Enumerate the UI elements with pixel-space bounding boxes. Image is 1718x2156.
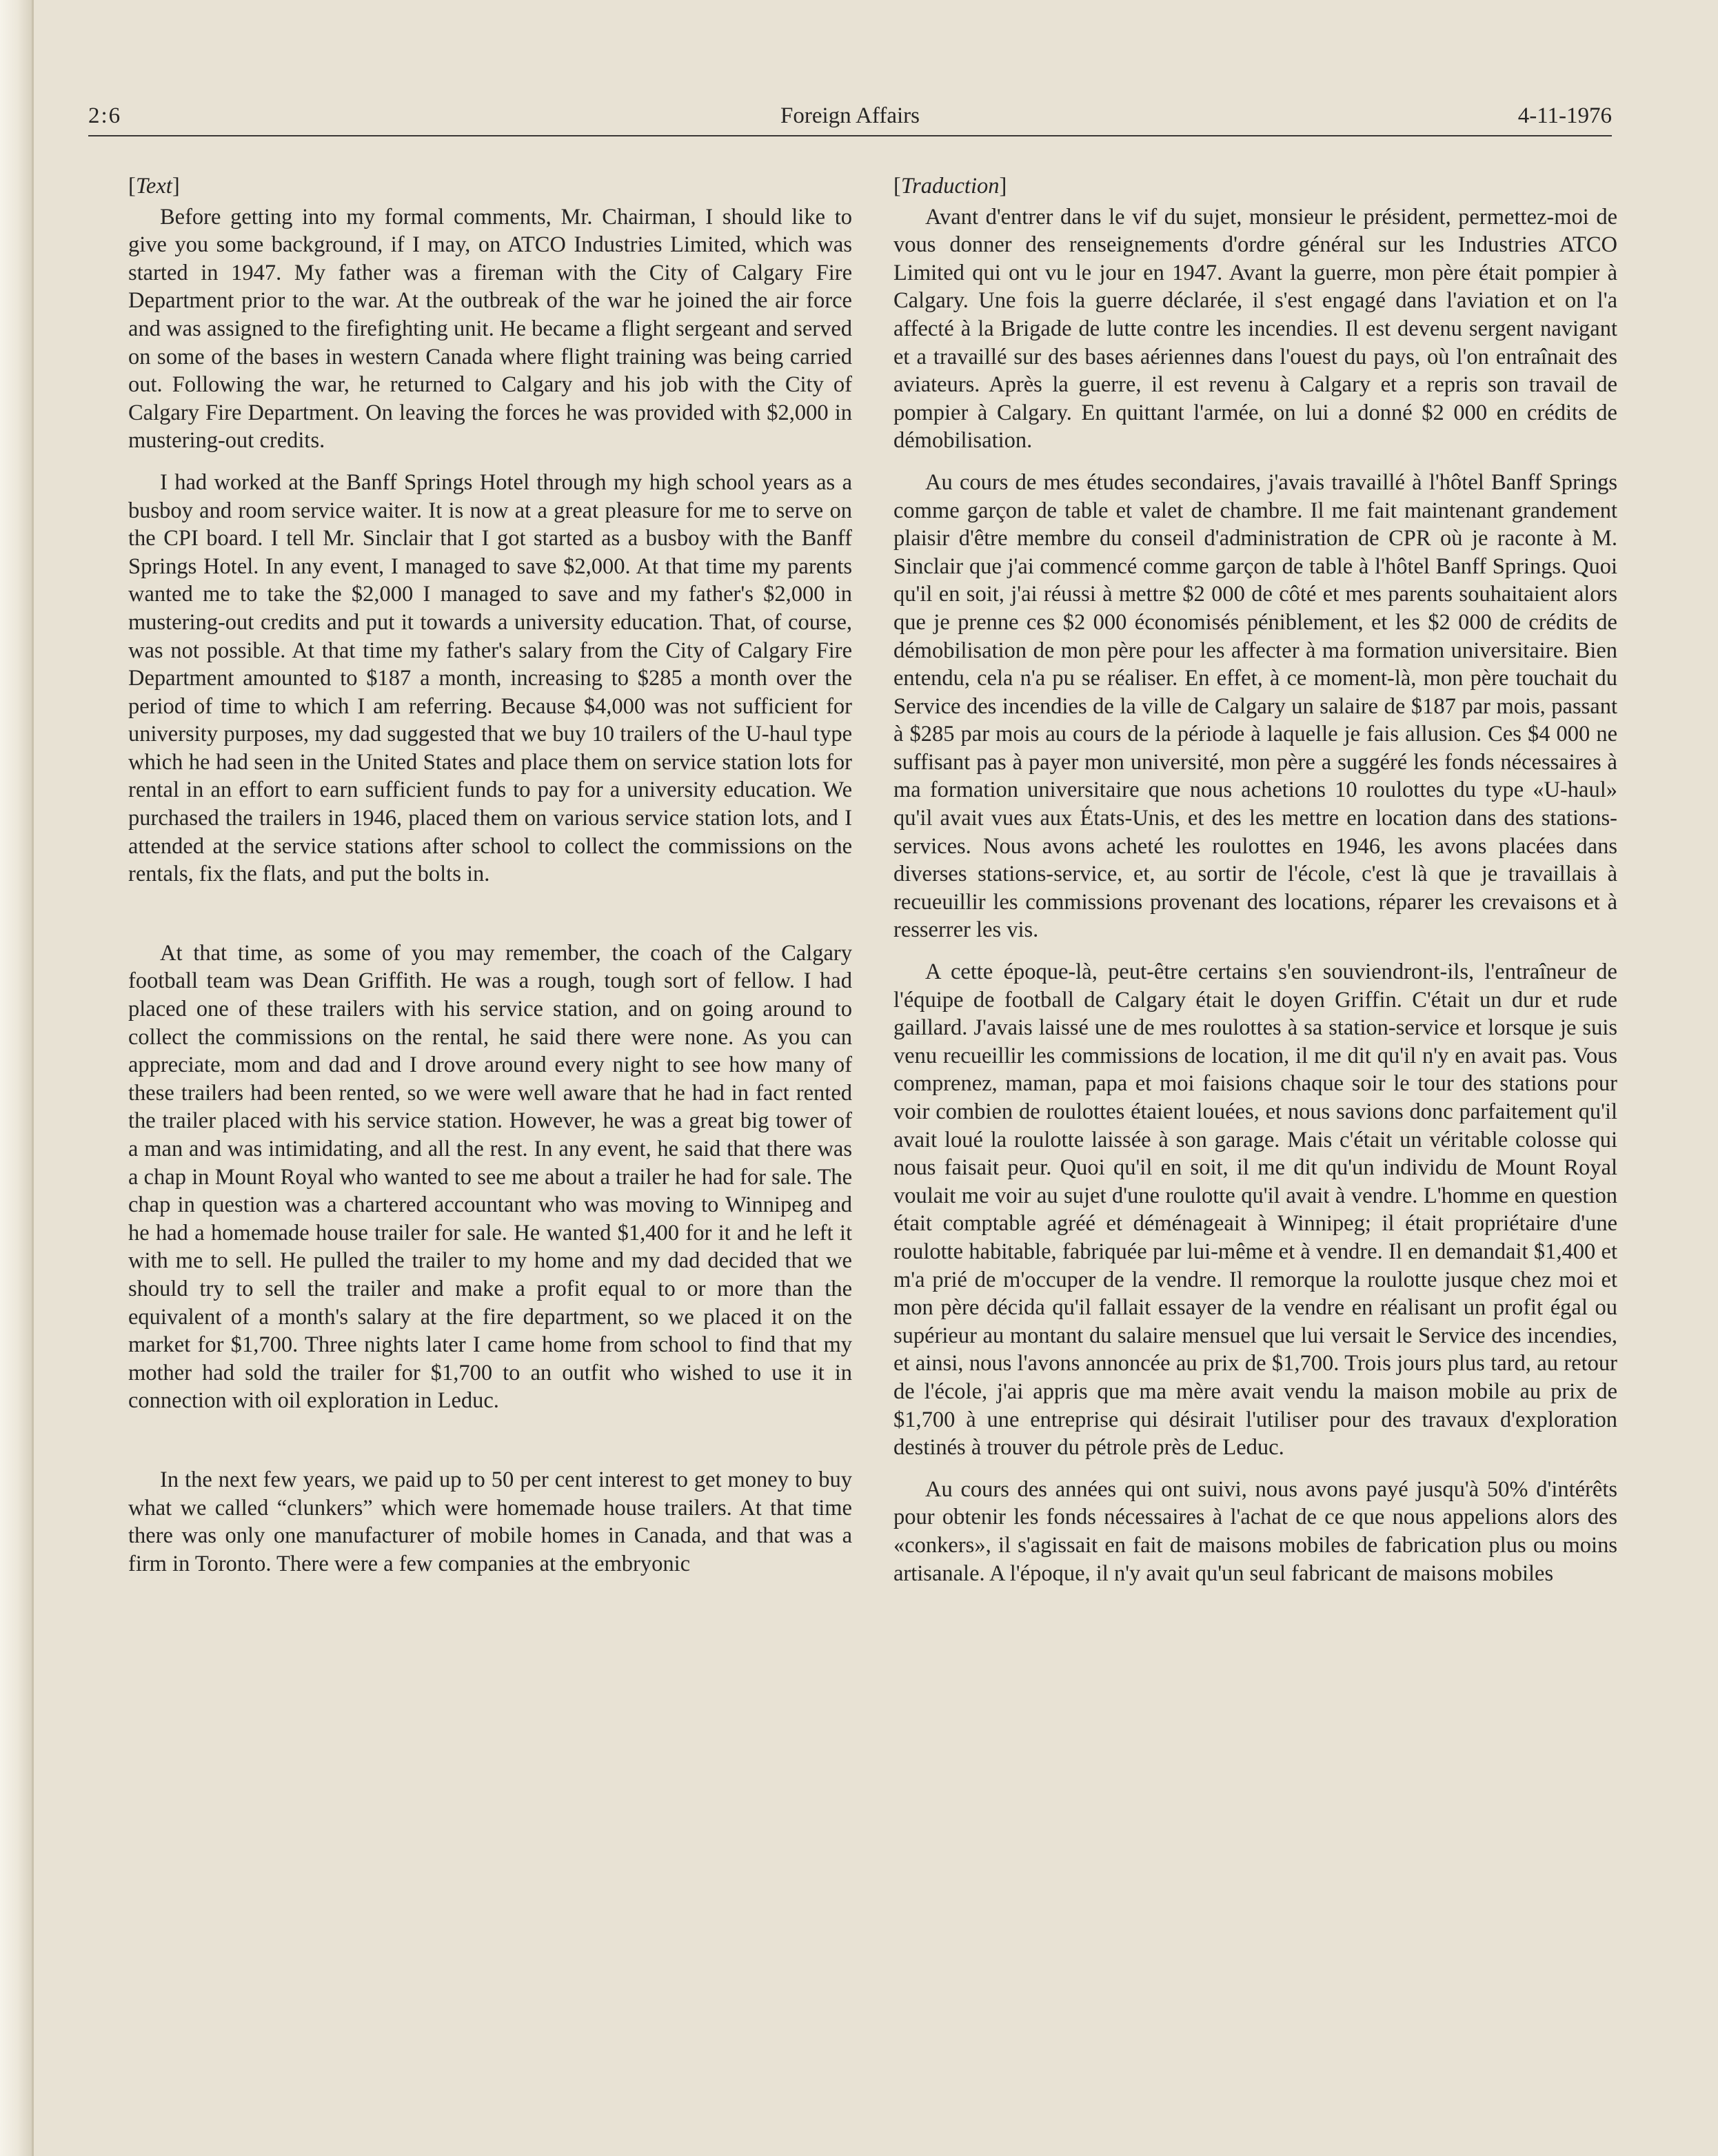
english-paragraph-1: Before getting into my formal comments, Mr. Chairman, I should like to give you some background, if I may, on ATCO Industries Limited, which was started in 1947. My father was a fireman with the City of Calgary Fire Department prior to the war. At the outbreak of the war he joined the air force and was assigned to the firefighting unit. He became a flight sergeant and served on some of the bases in western Canada where flight training was being carried out. Following the war, he returned to Calgary and his job with the City of Calgary Fire Department. On leaving the forces he was provided with $2,000 in mustering-out credits.: [128, 204, 852, 454]
english-paragraph-2: I had worked at the Banff Springs Hotel through my high school years as a busboy and room service waiter. It is now at a great pleasure for me to serve on the CPI board. I tell Mr. Sinclair that I got started as a busboy with the Banff Springs Hotel. In any event, I managed to save $2,000. At that time my parents wanted me to take the $2,000 I managed to save and my father's $2,000 in mustering-out credits and put it towards a university education. That, of course, was not possible. At that time my father's salary from the City of Calgary Fire Department amounted to $187 a month, increasing to $285 a month over the period of time to which I am referring. Because $4,000 was not sufficient for university purposes, my dad suggested that we buy 10 trailers of the U-haul type which he had seen in the United States and place them on service station lots for rental in an effort to earn sufficient funds to pay for a university education. We purchased the trailers in 1946, placed them on various service station lots, and I attended at the service stations after school to collect the commissions on the rentals, fix the flats, and put the bolts in.: [128, 469, 852, 887]
publication-title: Foreign Affairs: [780, 103, 920, 128]
page-number: 2:6: [88, 103, 122, 128]
french-column-label: [Traduction]: [893, 174, 1007, 199]
english-column-label: [Text]: [128, 174, 180, 199]
french-column: [893, 172, 1617, 1587]
french-paragraph-2: Au cours de mes études secondaires, j'avais travaillé à l'hôtel Banff Springs comme garçon de table et valet de chambre. Il me fait maintenant grandement plaisir d'être membre du conseil d'administration de CPR où je raconte à M. Sinclair que j'ai commencé comme garçon de table à l'hôtel Banff Springs. Quoi qu'il en soit, j'ai réussi à mettre $2 000 de côté et mes parents souhaitaient alors que je prenne ces $2 000 économisés péniblement, et les $2 000 de crédits de démobilisation de mon père pour les affecter à ma formation universitaire. Bien entendu, cela n'a pu se réaliser. En effet, à ce moment-là, mon père touchait du Service des incendies de la ville de Calgary un salaire de $187 par mois, passant à $285 par mois au cours de la période à laquelle je fais allusion. Ces $4 000 ne suffisant pas à payer mon université, mon père a suggéré les fonds nécessaires à ma formation universitaire que nous achetions 10 roulottes du type «U-haul» qu'il avait vues aux États-Unis, et des les mettre en location dans des stations-services. Nous avons acheté les roulottes en 1946, les avons placées dans diverses stations-service, et, au sortir de l'école, c'est là que je travaillais à recueuillir les commissions provenant des locations, réparer les crevaisons et à resserrer les vis.: [893, 469, 1617, 943]
french-paragraph-4: Au cours des années qui ont suivi, nous avons payé jusqu'à 50% d'intérêts pour obtenir les fonds nécessaires à l'achat de ce que nous appelions alors des «conkers», il s'agissait en fait de maisons mobiles de fabrication plus ou moins artisanale. A l'époque, il n'y avait qu'un seul fabricant de maisons mobiles: [893, 1476, 1617, 1586]
english-column: [128, 172, 852, 1578]
running-header: [88, 98, 1612, 134]
french-paragraph-1: Avant d'entrer dans le vif du sujet, monsieur le président, permettez-moi de vous donner des renseignements d'ordre général sur les Industries ATCO Limited qui ont vu le jour en 1947. Avant la guerre, mon père était pompier à Calgary. Une fois la guerre déclarée, il s'est engagé dans l'aviation et on l'a affecté à la Brigade de lutte contre les incendies. Il est devenu sergent navigant et a travaillé sur des bases aériennes dans l'ouest du pays, où l'on entraînait des aviateurs. Après la guerre, il est revenu à Calgary et a repris son travail de pompier à Calgary. En quittant l'armée, on lui a donné $2 000 en crédits de démobilisation.: [893, 204, 1617, 454]
session-date: 4-11-1976: [1517, 103, 1612, 128]
header-rule: [88, 135, 1612, 136]
english-paragraph-3: At that time, as some of you may remember, the coach of the Calgary football team was Dean Griffith. He was a rough, tough sort of fellow. I had placed one of these trailers with his service station, and on going around to collect the commissions on the rental, he said there were none. As you can appreciate, mom and dad and I drove around every night to see how many of these trailers had been rented, so we were well aware that he had in fact rented the trailer placed with his service station. However, he was a great big tower of a man and was intimidating, and all the rest. In any event, he said that there was a chap in Mount Royal who wanted to see me about a trailer he had for sale. The chap in question was a chartered accountant who was moving to Winnipeg and he had a homemade house trailer for sale. He wanted $1,400 for it and he left it with me to sell. He pulled the trailer to my home and my dad decided that we should try to sell the trailer and make a profit equal to or more than the equivalent of a month's salary at the fire department, so we placed it on the market for $1,700. Three nights later I came home from school to find that my mother had sold the trailer for $1,700 to an outfit who wished to use it in connection with oil exploration in Leduc.: [128, 940, 852, 1414]
binding-edge: [0, 0, 32, 2156]
english-paragraph-4: In the next few years, we paid up to 50 per cent interest to get money to buy what we called “clunkers” which were homemade house trailers. At that time there was only one manufacturer of mobile homes in Canada, and that was a firm in Toronto. There were a few companies at the embryonic: [128, 1467, 852, 1576]
french-paragraph-3: A cette époque-là, peut-être certains s'en souviendront-ils, l'entraîneur de l'équipe de football de Calgary était le doyen Griffin. C'était un dur et rude gaillard. J'avais laissé une de mes roulottes à sa station-service et lorsque je suis venu recueillir les commissions de location, il me dit qu'il n'y en avait pas. Vous comprenez, maman, papa et moi faisions chaque soir le tour des stations pour voir combien de roulottes étaient louées, et nous savions donc parfaitement qu'il avait loué la roulotte laissée à son garage. Mais c'était un véritable colosse qui nous faisait peur. Quoi qu'il en soit, il me dit qu'un individu de Mount Royal voulait me voir au sujet d'une roulotte qu'il avait à vendre. L'homme en question était comptable agréé et déménageait à Winnipeg; il était propriétaire d'une roulotte habitable, fabriquée par lui-même et à vendre. Il en demandait $1,400 et m'a prié de m'occuper de la vendre. Il remorque la roulotte jusque chez moi et mon père décida qu'il fallait essayer de la vendre en réalisant un profit égal ou supérieur au montant du salaire mensuel que lui versait le Service des incendies, et ainsi, nous l'avons annoncée au prix de $1,700. Trois jours plus tard, au retour de l'école, j'ai appris que ma mère avait vendu la maison mobile au prix de $1,700 à une entreprise qui désirait l'utiliser pour des travaux d'exploration destinés à trouver du pétrole près de Leduc.: [893, 959, 1617, 1461]
